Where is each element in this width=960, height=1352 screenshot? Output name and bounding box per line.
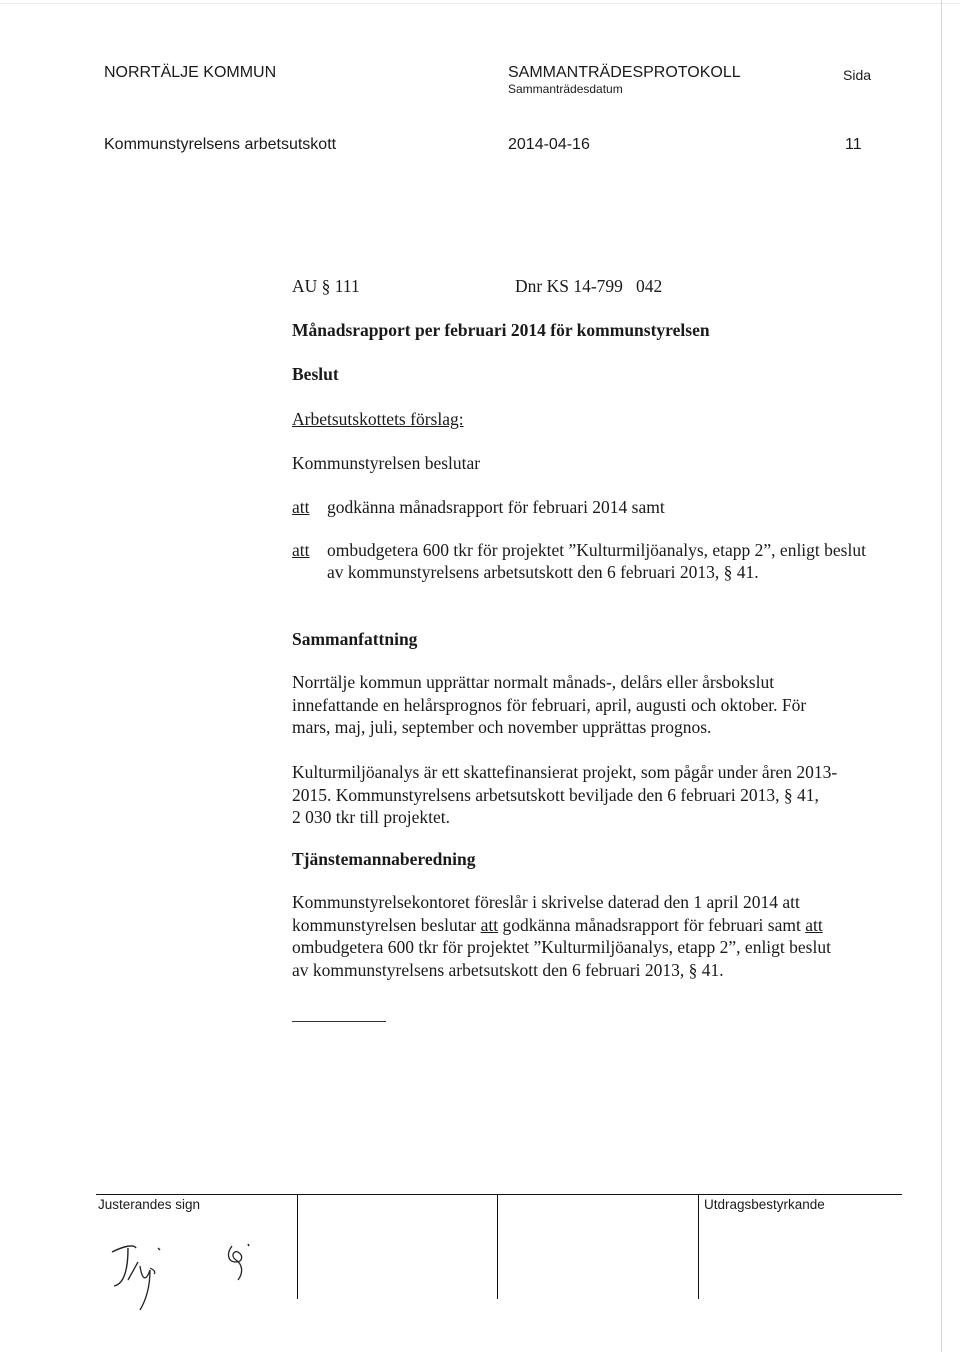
paragraph-line: mars, maj, juli, september och november upprättas prognos. (292, 717, 712, 737)
handwritten-initials-icon (222, 1240, 262, 1290)
meeting-date: 2014-04-16 (508, 136, 590, 153)
scan-border-right (941, 0, 942, 1352)
committee-name: Kommunstyrelsens arbetsutskott (104, 136, 337, 153)
summary-paragraph-2 (292, 761, 892, 829)
decision-item-text: ombudgetera 600 tkr för projektet ”Kulturmiljöanalys, etapp 2”, enligt beslut av kommunstyrelsens arbetsutskott den 6 februari 2013, § 41. (327, 540, 866, 582)
scan-border-top (0, 3, 960, 4)
signature-cell-divider (497, 1194, 498, 1299)
paragraph-line: 2015. Kommunstyrelsens arbetsutskott beviljade den 6 februari 2013, § 41, (292, 784, 819, 805)
att-keyword: att (805, 914, 823, 935)
paragraph-line: Kommunstyrelsekontoret föreslår i skrivelse daterad den 1 april 2014 att (292, 892, 800, 912)
paragraph-line: Kulturmiljöanalys är ett skattefinansierat projekt, som pågår under åren 2013- (292, 762, 838, 782)
paragraph-line: ombudgetera 600 tkr för projektet ”Kulturmiljöanalys, etapp 2”, enligt beslut (292, 937, 831, 957)
text-segment: kommunstyrelsen beslutar (292, 914, 481, 935)
decision-intro: Kommunstyrelsen beslutar (292, 453, 481, 473)
paragraph-line: 2 030 tkr till projektet. (292, 807, 450, 827)
document-title: Månadsrapport per februari 2014 för kommunstyrelsen (292, 320, 710, 340)
utdragsbestyrkande-label: Utdragsbestyrkande (704, 1197, 825, 1212)
preparation-heading: Tjänstemannaberedning (292, 849, 476, 869)
paragraph-line: innefattande en helårsprognos för februari, april, augusti och oktober. För (292, 694, 807, 715)
document-type: SAMMANTRÄDESPROTOKOLL (508, 64, 741, 81)
summary-paragraph-1 (292, 671, 892, 739)
end-rule (292, 1021, 386, 1022)
beslut-heading: Beslut (292, 364, 339, 384)
summary-heading: Sammanfattning (292, 629, 418, 649)
signature-table-border (96, 1194, 902, 1195)
att-keyword: att (292, 497, 310, 517)
paragraph-line: Norrtälje kommun upprättar normalt månads-, delårs eller årsbokslut (292, 672, 775, 692)
page-number: 11 (845, 136, 862, 153)
case-dnr: Dnr KS 14-799 042 (515, 276, 663, 296)
signature-cell-divider (297, 1194, 298, 1299)
justerandes-sign-label: Justerandes sign (98, 1197, 201, 1212)
page-label: Sida (843, 67, 872, 83)
handwritten-initials-icon (110, 1240, 190, 1320)
text-segment: godkänna månadsrapport för februari samt (498, 914, 806, 935)
preparation-paragraph (292, 891, 892, 981)
org-name: NORRTÄLJE KOMMUN (104, 64, 277, 81)
paragraph-line (292, 914, 892, 937)
proposal-subheading: Arbetsutskottets förslag: (292, 409, 464, 429)
date-label: Sammanträdesdatum (508, 82, 623, 96)
decision-item-text: godkänna månadsrapport för februari 2014 samt (327, 497, 665, 517)
signature-cell-divider (698, 1194, 699, 1299)
att-keyword: att (480, 914, 499, 935)
paragraph-number: AU § 111 (292, 276, 360, 296)
paragraph-line: av kommunstyrelsens arbetsutskott den 6 februari 2013, § 41. (292, 959, 724, 980)
att-keyword: att (292, 540, 310, 560)
